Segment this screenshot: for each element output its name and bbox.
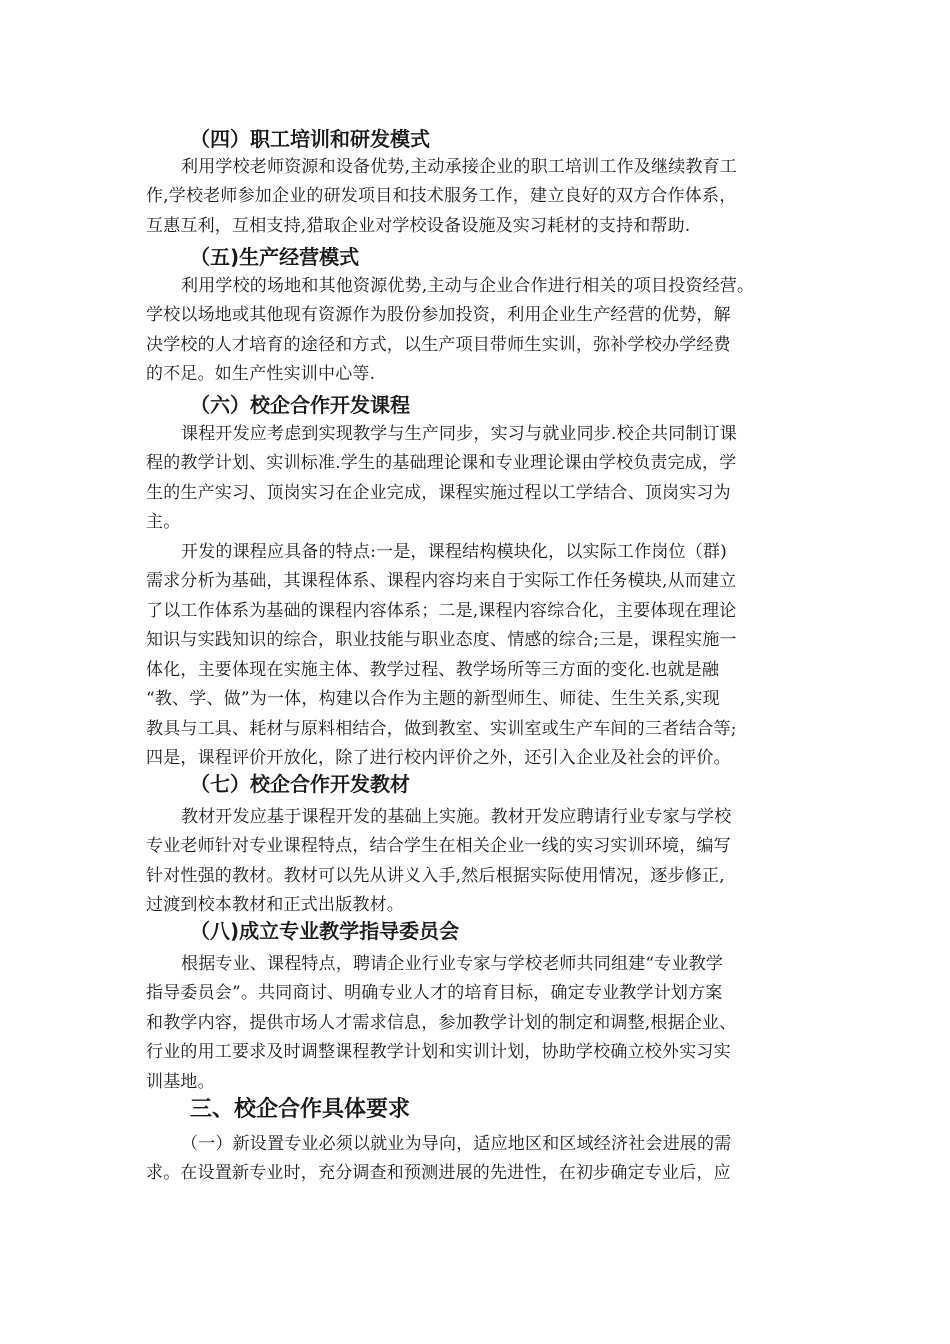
section-heading: （五)生产经营模式: [190, 245, 360, 269]
text-line: 决学校的人才培育的途径和方式，以生产项目带师生实训，弥补学校办学经费: [146, 335, 731, 355]
text-line: 专业老师针对专业课程特点，结合学生在相关企业一线的实习实训环境，编写: [146, 836, 731, 856]
section-heading: （七）校企合作开发教材: [190, 772, 410, 796]
text-line: 程的教学计划、实训标准.学生的基础理论课和专业理论课由学校负责完成，学: [146, 453, 737, 473]
section-heading: （六）校企合作开发课程: [190, 393, 410, 417]
text-line: 过渡到校本教材和正式出版教材。: [146, 895, 404, 915]
text-line: 行业的用工要求及时调整课程教学计划和实训计划，协助学校确立校外实习实: [146, 1042, 731, 1062]
section-heading: 三、校企合作具体要求: [190, 1097, 411, 1122]
text-line: 利用学校老师资源和设备优势,主动承接企业的职工培训工作及继续教育工: [181, 157, 738, 177]
text-line: 作,学校老师参加企业的研发项目和技术服务工作，建立良好的双方合作体系，: [146, 186, 737, 206]
text-line: 的不足。如生产性实训中心等.: [146, 364, 376, 384]
text-line: “教、学、做”为一体，构建以合作为主题的新型师生、师徒、生生关系,实现: [146, 689, 720, 709]
text-line: 根据专业、课程特点，聘请企业行业专家与学校老师共同组建“专业教学: [181, 954, 724, 974]
text-line: 训基地。: [146, 1072, 215, 1092]
section-heading: （八)成立专业教学指导委员会: [190, 919, 460, 943]
text-line: 教材开发应基于课程开发的基础上实施。教材开发应聘请行业专家与学校: [181, 807, 732, 827]
text-line: 体化，主要体现在实施主体、教学过程、教学场所等三方面的变化.也就是融: [146, 660, 720, 680]
section-heading: （四）职工培训和研发模式: [190, 127, 430, 151]
text-line: 知识与实践知识的综合，职业技能与职业态度、情感的综合;三是，课程实施一: [146, 630, 737, 650]
text-line: 求。在设置新专业时，充分调查和预测进展的先进性，在初步确定专业后，应: [146, 1163, 731, 1183]
text-line: 针对性强的教材。教材可以先从讲义入手,然后根据实际使用情况，逐步修正,: [146, 866, 725, 886]
text-line: （一）新设置专业必须以就业为导向，适应地区和区域经济社会进展的需: [181, 1134, 732, 1154]
text-line: 利用学校的场地和其他资源优势,主动与企业合作进行相关的项目投资经营。: [181, 276, 755, 296]
text-line: 互惠互利，互相支持,猎取企业对学校设备设施及实习耗材的支持和帮助.: [146, 216, 691, 236]
text-line: 指导委员会”。共同商讨、明确专业人才的培育目标，确定专业教学计划方案: [146, 983, 723, 1003]
text-line: 了以工作体系为基础的课程内容体系；二是,课程内容综合化，主要体现在理论: [146, 601, 737, 621]
text-line: 需求分析为基础，其课程体系、课程内容均来自于实际工作任务模块,从而建立: [146, 571, 737, 591]
text-line: 教具与工具、耗材与原料相结合，做到教室、实训室或生产车间的三者结合等;: [146, 719, 737, 739]
text-line: 主。: [146, 512, 181, 532]
text-line: 四是，课程评价开放化，除了进行校内评价之外，还引入企业及社会的评价。: [146, 748, 731, 768]
text-line: 开发的课程应具备的特点:一是，课程结构模块化，以实际工作岗位（群): [181, 542, 727, 562]
text-line: 学校以场地或其他现有资源作为股份参加投资，利用企业生产经营的优势，解: [146, 305, 731, 325]
text-line: 课程开发应考虑到实现教学与生产同步，实习与就业同步.校企共同制订课: [181, 424, 738, 444]
text-line: 生的生产实习、顶岗实习在企业完成，课程实施过程以工学结合、顶岗实习为: [146, 483, 731, 503]
text-line: 和教学内容，提供市场人才需求信息，参加教学计划的制定和调整,根据企业、: [146, 1013, 737, 1033]
